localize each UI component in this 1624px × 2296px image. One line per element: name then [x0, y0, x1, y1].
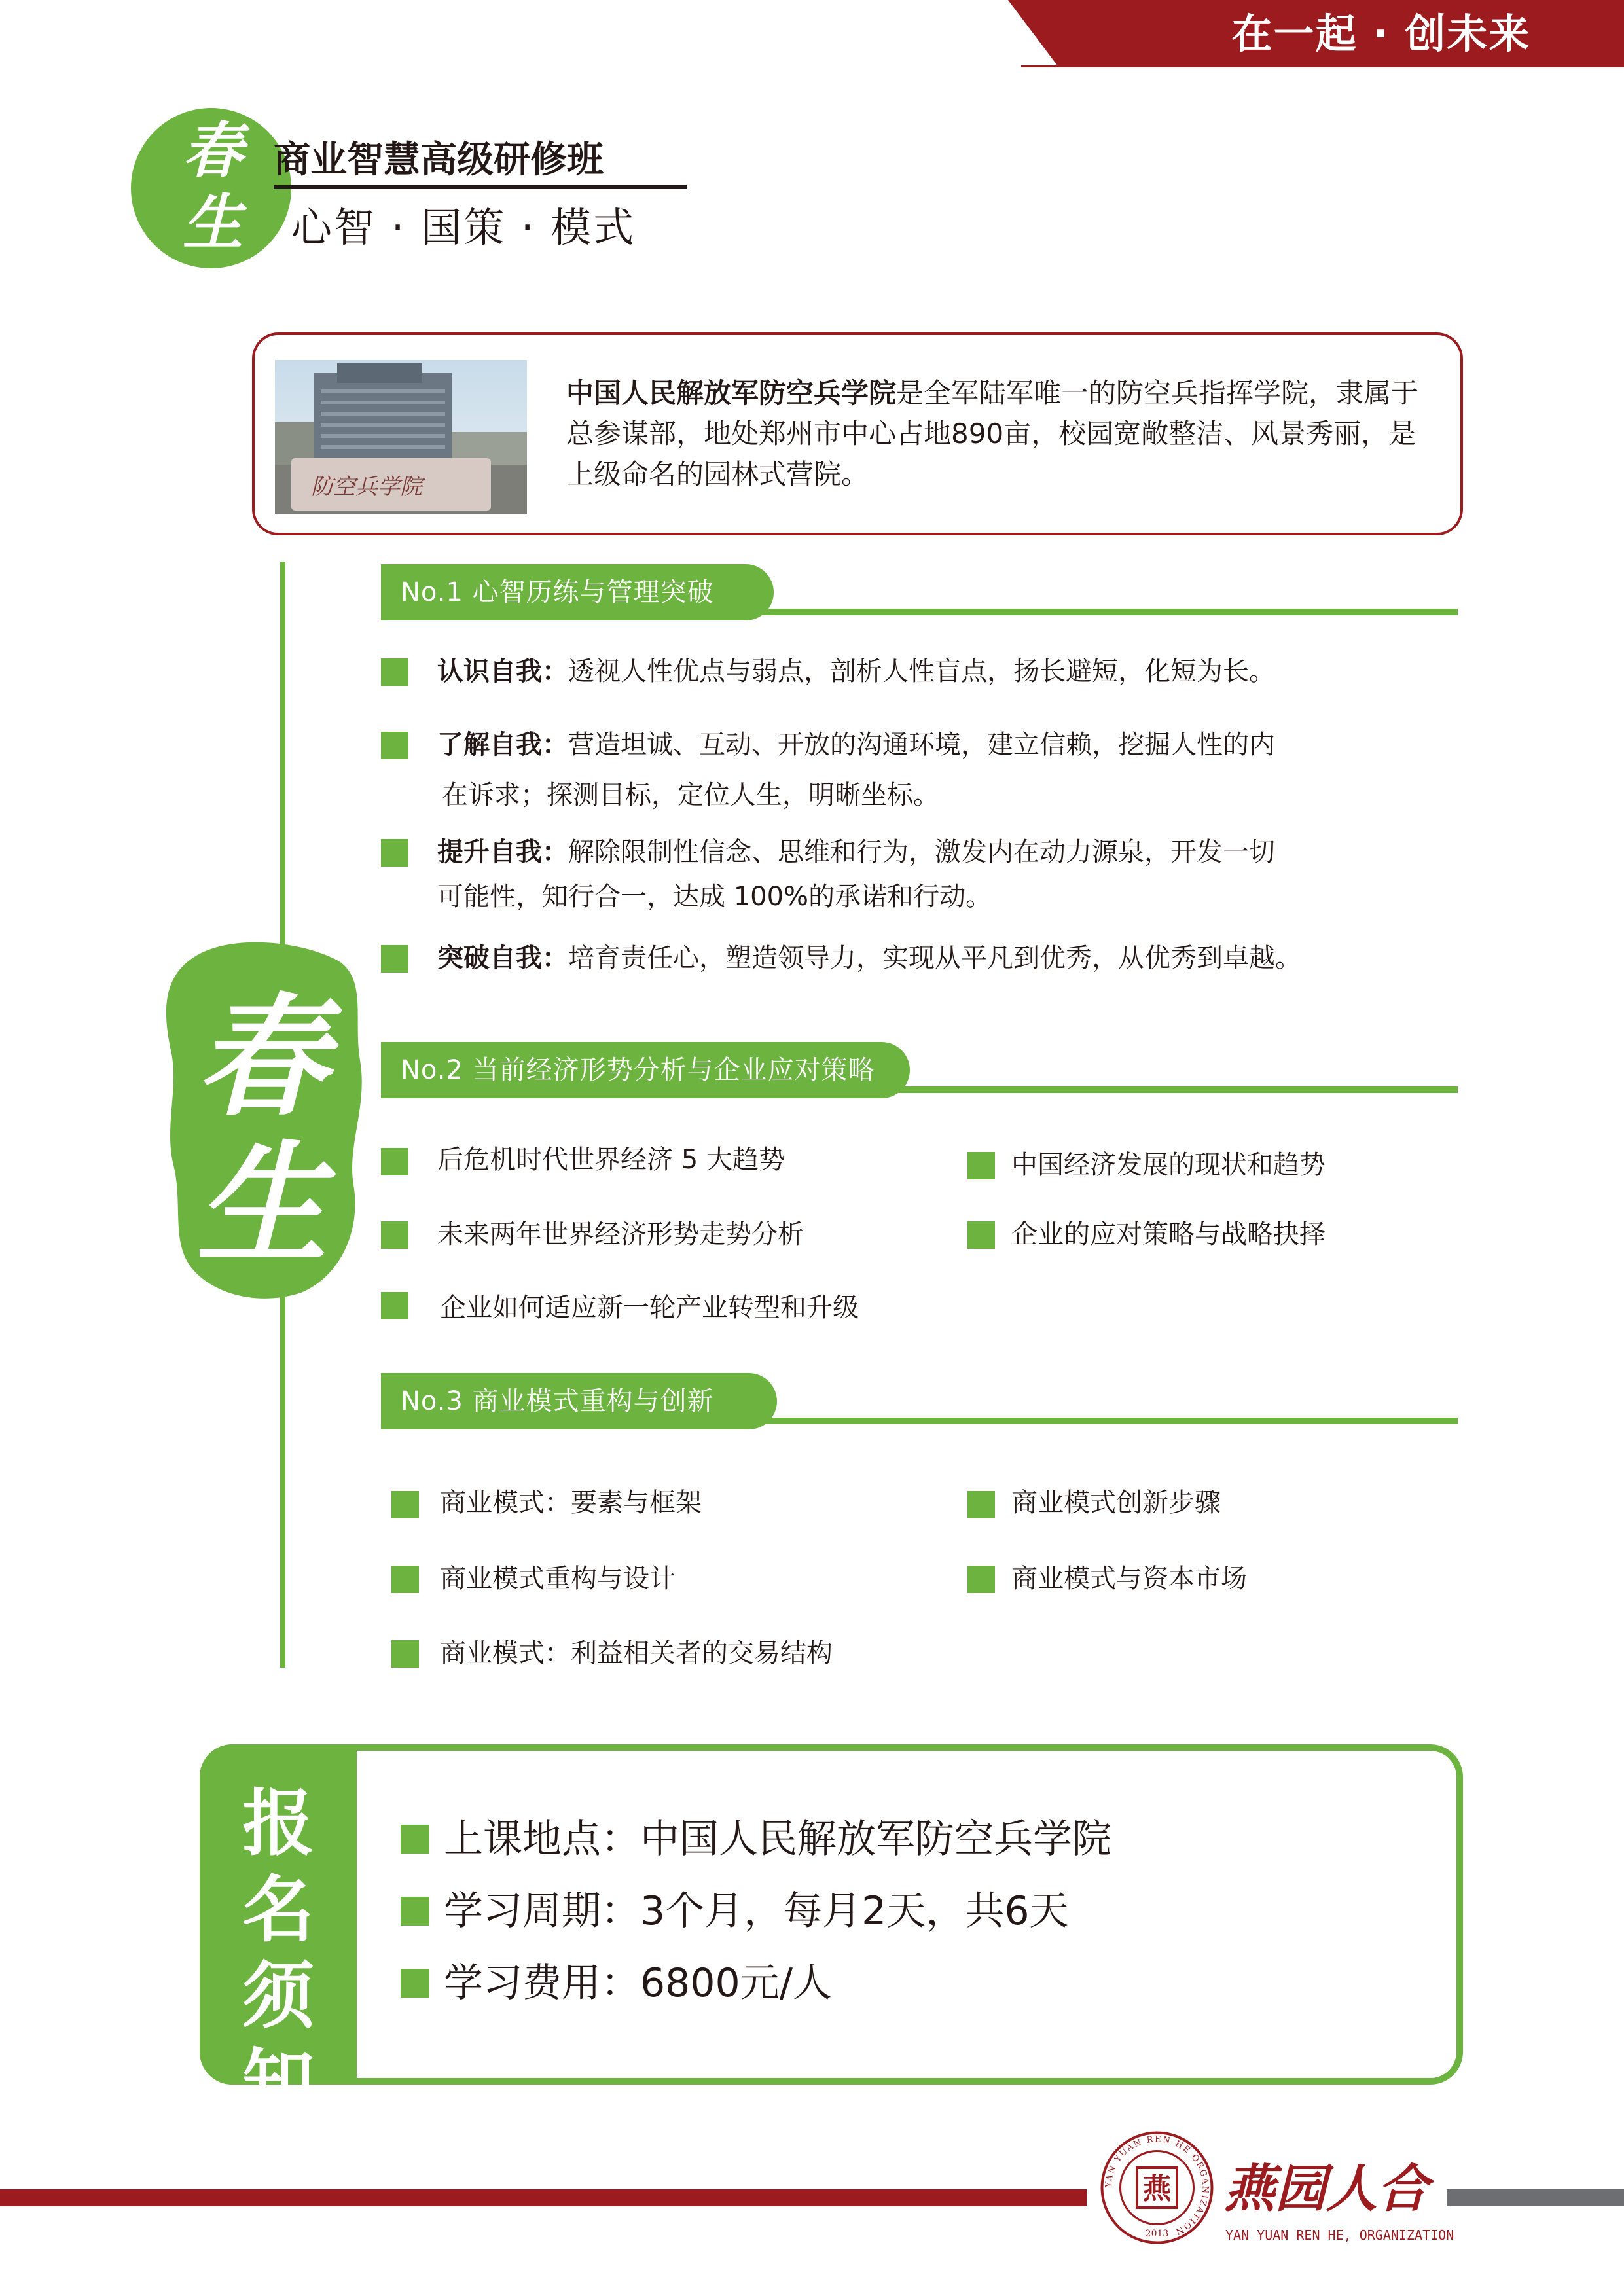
bullet-square	[381, 1221, 408, 1249]
s2-right-item-1: 中国经济发展的现状和趋势	[1011, 1150, 1326, 1180]
s1-item-4-keyword: 突破自我：	[437, 943, 568, 973]
brush-char-1: 春	[196, 980, 328, 1134]
top-banner-line	[1021, 65, 1624, 67]
section-3-tab: No.3 商业模式重构与创新	[381, 1373, 777, 1429]
bullet-square	[401, 1897, 429, 1926]
bullet-square	[381, 1292, 408, 1319]
reg-item-duration: 学习周期：3个月，每月2天，共6天	[444, 1888, 1069, 1934]
s1-item-3	[437, 833, 1275, 872]
s1-item-1	[437, 652, 1275, 691]
s1-item-3-text: 解除限制性信念、思维和行为，激发内在动力源泉，开发一切	[568, 837, 1275, 867]
brush-mark	[157, 936, 367, 1302]
s1-item-2-line-2: 在诉求；探测目标，定位人生，明晰坐标。	[442, 780, 939, 810]
bullet-square	[381, 732, 408, 759]
seal-year: 2013	[1145, 2229, 1169, 2239]
bullet-square	[401, 1969, 429, 1998]
s3-left-item-3: 商业模式：利益相关者的交易结构	[440, 1638, 833, 1668]
reg-label-char-4: 知	[242, 2041, 314, 2125]
s2-left-item-2: 未来两年世界经济形势走势分析	[437, 1219, 804, 1249]
slogan: 在一起 · 创未来	[1231, 10, 1531, 58]
bullet-square	[967, 1566, 995, 1593]
s2-left-item-1: 后危机时代世界经济 5 大趋势	[437, 1145, 785, 1175]
reg-item-fee: 学习费用：6800元/人	[444, 1960, 832, 2006]
s3-right-item-1: 商业模式创新步骤	[1011, 1488, 1221, 1518]
school-name: 中国人民解放军防空兵学院	[566, 377, 897, 409]
reg-label-char-3: 须	[242, 1954, 314, 2038]
badge-line-1: 春	[182, 115, 243, 186]
school-photo	[275, 360, 527, 514]
title-underline	[274, 185, 687, 189]
brand-name-en: YAN YUAN REN HE, ORGANIZATION	[1225, 2227, 1454, 2243]
brand-name-cn: 燕园人合	[1224, 2159, 1429, 2219]
badge-text	[173, 115, 252, 259]
s1-item-1-text: 透视人性优点与弱点，剖析人性盲点，扬长避短，化短为长。	[568, 656, 1275, 687]
bullet-square	[381, 839, 408, 867]
seal-logo	[1100, 2130, 1214, 2245]
footer-bar	[0, 2189, 1087, 2206]
reg-label-char-2: 名	[242, 1868, 314, 1952]
school-description: 是全军陆军唯一的防空兵指挥学院，隶属于总参谋部，地处郑州市中心占地890亩，校园宽敞整洁、风景秀丽，是上级命名的园林式营院。	[566, 377, 1419, 490]
bullet-square	[401, 1825, 429, 1854]
s1-item-3-line-2: 可能性，知行合一，达成 100%的承诺和行动。	[437, 882, 992, 912]
s1-item-3-keyword: 提升自我：	[437, 837, 568, 867]
s3-left-item-2: 商业模式重构与设计	[440, 1564, 676, 1594]
bullet-square	[967, 1221, 995, 1249]
bullet-square	[391, 1566, 419, 1593]
s2-right-item-2: 企业的应对策略与战略抉择	[1011, 1219, 1326, 1249]
section-1-tab: No.1 心智历练与管理突破	[381, 564, 774, 620]
reg-label-char-1: 报	[242, 1782, 314, 1865]
reg-item-location: 上课地点：中国人民解放军防空兵学院	[444, 1816, 1111, 1862]
bullet-square	[967, 1152, 995, 1179]
badge-line-2: 生	[182, 187, 243, 258]
bullet-square	[967, 1491, 995, 1518]
section-3-line	[381, 1418, 1458, 1424]
s1-item-2-text: 营造坦诚、互动、开放的沟通环境，建立信赖，挖掘人性的内	[568, 730, 1275, 760]
s1-item-4	[437, 939, 1301, 978]
bullet-square	[381, 945, 408, 973]
bullet-square	[391, 1491, 419, 1518]
brush-char-2: 生	[196, 1128, 328, 1282]
s1-item-2	[437, 725, 1275, 764]
s1-item-4-text: 培育责任心，塑造领导力，实现从平凡到优秀，从优秀到卓越。	[568, 943, 1301, 973]
bullet-square	[381, 658, 408, 686]
registration-label	[216, 1780, 340, 2126]
s1-item-2-keyword: 了解自我：	[437, 730, 568, 760]
bullet-square	[391, 1640, 419, 1668]
section-1-line	[381, 609, 1458, 615]
s3-left-item-1: 商业模式：要素与框架	[440, 1488, 702, 1518]
photo-sign: 防空兵学院	[311, 474, 422, 500]
intro-text	[566, 373, 1437, 495]
course-title: 商业智慧高级研修班	[274, 139, 604, 181]
bullet-square	[381, 1148, 408, 1175]
course-subtitle: 心智 · 国策 · 模式	[291, 204, 636, 251]
section-2-tab: No.2 当前经济形势分析与企业应对策略	[381, 1042, 910, 1098]
seal-ring-text: YAN YUAN REN HE ORGANIZATION	[1104, 2134, 1210, 2237]
section-2-line	[381, 1086, 1458, 1093]
footer-bar-right	[1447, 2189, 1624, 2206]
seal-glyph: 燕	[1142, 2172, 1172, 2206]
s3-right-item-2: 商业模式与资本市场	[1011, 1564, 1247, 1594]
s2-left-item-3: 企业如何适应新一轮产业转型和升级	[440, 1293, 859, 1323]
s1-item-1-keyword: 认识自我：	[437, 656, 568, 687]
